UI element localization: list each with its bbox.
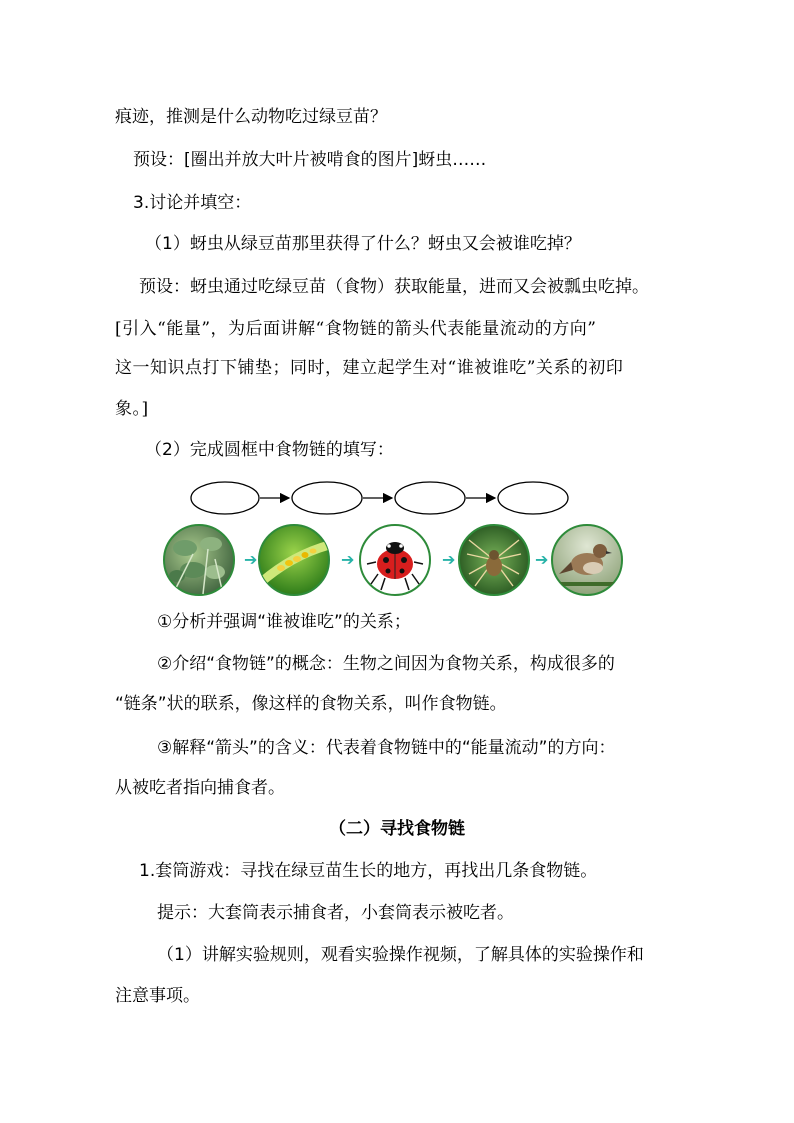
- text-line: ③解释“箭头”的含义：代表着食物链中的“能量流动”的方向：: [157, 738, 616, 758]
- text-line: 预设：蚜虫通过吃绿豆苗（食物）获取能量，进而又会被瓢虫吃掉。: [139, 277, 649, 297]
- organism-photo-seedling: [164, 525, 234, 595]
- text-line: （2）完成圆框中食物链的填写：: [145, 440, 394, 460]
- text-line: 3.讨论并填空：: [133, 193, 252, 213]
- text-line: 痕迹，推测是什么动物吃过绿豆苗？: [115, 107, 387, 127]
- blank-oval[interactable]: [498, 482, 568, 514]
- organism-photo-ladybug: [360, 525, 430, 595]
- blank-oval[interactable]: [191, 482, 259, 514]
- text-line: “链条”状的联系，像这样的食物关系，叫作食物链。: [115, 694, 507, 714]
- arrow-icon: ➔: [442, 550, 456, 569]
- teaching-note: 象。]: [115, 399, 149, 419]
- text-line: 提示：大套筒表示捕食者，小套筒表示被吃者。: [157, 903, 514, 923]
- text-line: 1.套筒游戏：寻找在绿豆苗生长的地方，再找出几条食物链。: [139, 861, 598, 881]
- text-line: 从被吃者指向捕食者。: [115, 778, 285, 798]
- text-line: （1）讲解实验规则，观看实验操作视频，了解具体的实验操作和: [157, 945, 644, 965]
- text-line: 注意事项。: [115, 986, 200, 1006]
- organism-photo-aphid: [259, 525, 333, 595]
- arrow-icon: ➔: [244, 550, 258, 569]
- text-line: 预设：[圈出并放大叶片被啃食的图片]蚜虫……: [133, 150, 487, 170]
- food-chain-blank-boxes: [190, 480, 580, 516]
- organism-photo-sparrow: [552, 525, 622, 595]
- text-line: （1）蚜虫从绿豆苗那里获得了什么？蚜虫又会被谁吃掉？: [145, 234, 581, 254]
- text-line: ②介绍“食物链”的概念：生物之间因为食物关系，构成很多的: [157, 654, 615, 674]
- text-line: ①分析并强调“谁被谁吃”的关系；: [157, 612, 411, 632]
- blank-oval[interactable]: [395, 482, 465, 514]
- arrow-icon: ➔: [535, 550, 549, 569]
- teaching-note: [引入“能量”，为后面讲解“食物链的箭头代表能量流动的方向”: [115, 319, 597, 339]
- section-title: （二）寻找食物链: [329, 819, 465, 839]
- food-chain-photos: [163, 524, 629, 596]
- arrow-icon: ➔: [341, 550, 355, 569]
- organism-photo-spider: [459, 525, 529, 595]
- teaching-note: 这一知识点打下铺垫；同时，建立起学生对“谁被谁吃”关系的初印: [115, 358, 624, 378]
- blank-oval[interactable]: [292, 482, 362, 514]
